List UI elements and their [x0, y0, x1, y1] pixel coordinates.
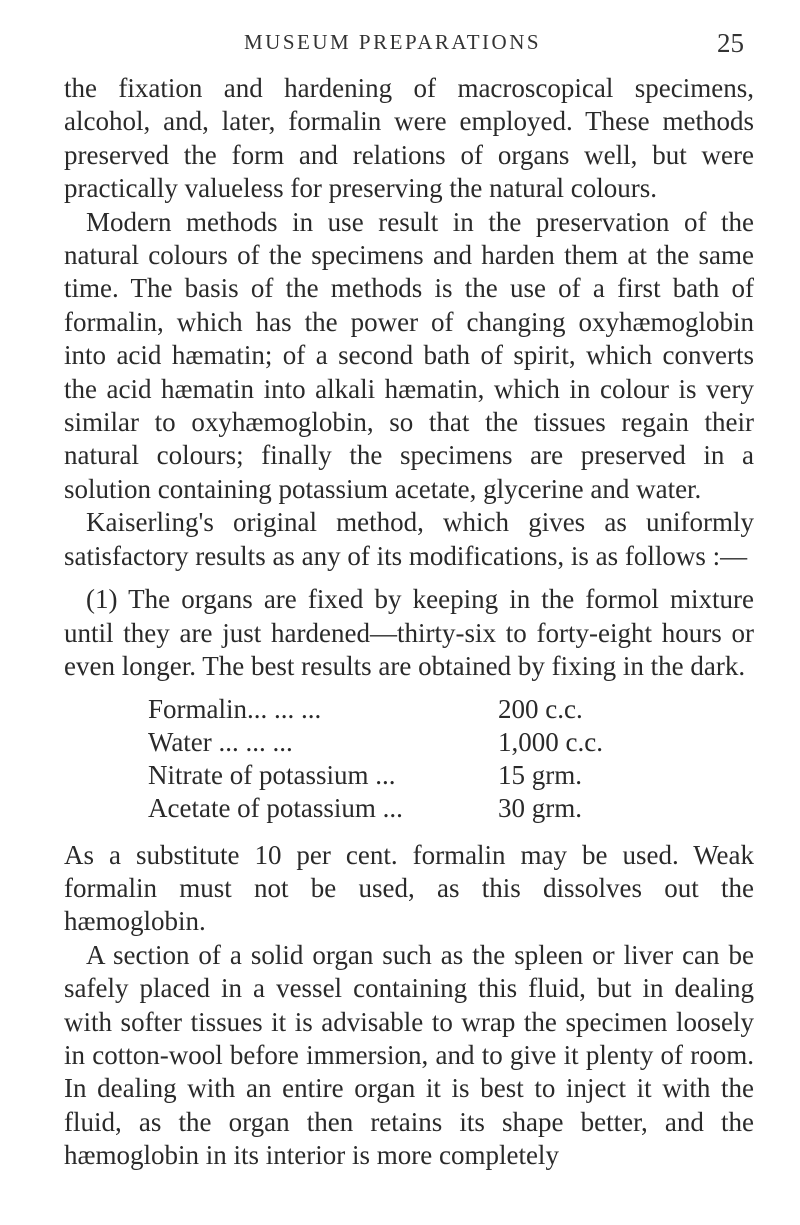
recipe-row: [148, 726, 648, 759]
recipe-ingredient: Water ... ... ...: [148, 727, 293, 758]
paragraph-solid-organ: A section of a solid organ such as the spleen or liver can be safely placed in a vessel containing this fluid, but in dealing with softer tissues it is advisable to wrap the specimen loosely in cotton-wool before immersion, and to give it plenty of room. In dealing with an entire organ it is best to inject it with the fluid, as the organ then retains its shape better, and the hæmoglobin in its interior is more completely: [64, 939, 754, 1171]
recipe-row: [148, 693, 648, 726]
running-head: [64, 30, 754, 64]
formol-mixture-recipe: [148, 693, 754, 824]
recipe-amount: 15 grm.: [498, 759, 582, 790]
recipe-ingredient: Formalin... ... ...: [148, 694, 322, 725]
body-text: [64, 72, 754, 1173]
page: [64, 30, 754, 1173]
paragraph-substitute: As a substitute 10 per cent. formalin may be used. Weak formalin must not be used, as this dissolves out the hæmoglobin.: [64, 839, 754, 937]
recipe-row: [148, 759, 648, 792]
recipe-ingredient: Nitrate of potassium ...: [148, 759, 396, 790]
recipe-ingredient: Acetate of potassium ...: [148, 792, 403, 823]
paragraph-step-one: (1) The organs are fixed by keeping in the formol mixture until they are just hardened—thirty-six to forty-eight hours or even longer. The best results are obtained by fixing in the dark.: [64, 584, 754, 681]
recipe-row: [148, 792, 648, 825]
paragraph-modern-methods: Modern methods in use result in the preservation of the natural colours of the specimens and harden them at the same time. The basis of the methods is the use of a first bath of formalin, which has the power of changing oxyhæmoglobin into acid hæmatin; of a second bath of spirit, which converts the acid hæmatin into alkali hæmatin, which in colour is very similar to oxyhæmoglobin, so that the tissues regain their natural colours; finally the specimens are preserved in a solution containing potassium acetate, glycerine and water.: [64, 206, 754, 504]
recipe-amount: 1,000 c.c.: [498, 727, 603, 758]
page-number: 25: [717, 28, 744, 58]
paragraph-kaiserling-method: Kaiserling's original method, which gives as uniformly satisfactory results as any of its modifications, is as follows :—: [64, 507, 754, 571]
running-head-title: MUSEUM PREPARATIONS: [244, 30, 542, 54]
recipe-amount: 200 c.c.: [498, 694, 583, 725]
paragraph-fixation-history: the fixation and hardening of macroscopical specimens, alcohol, and, later, formalin were employed. These methods preserved the form and relations of organs well, but were practically valueless for preserving the natural colours.: [64, 73, 754, 204]
recipe-amount: 30 grm.: [498, 792, 582, 823]
